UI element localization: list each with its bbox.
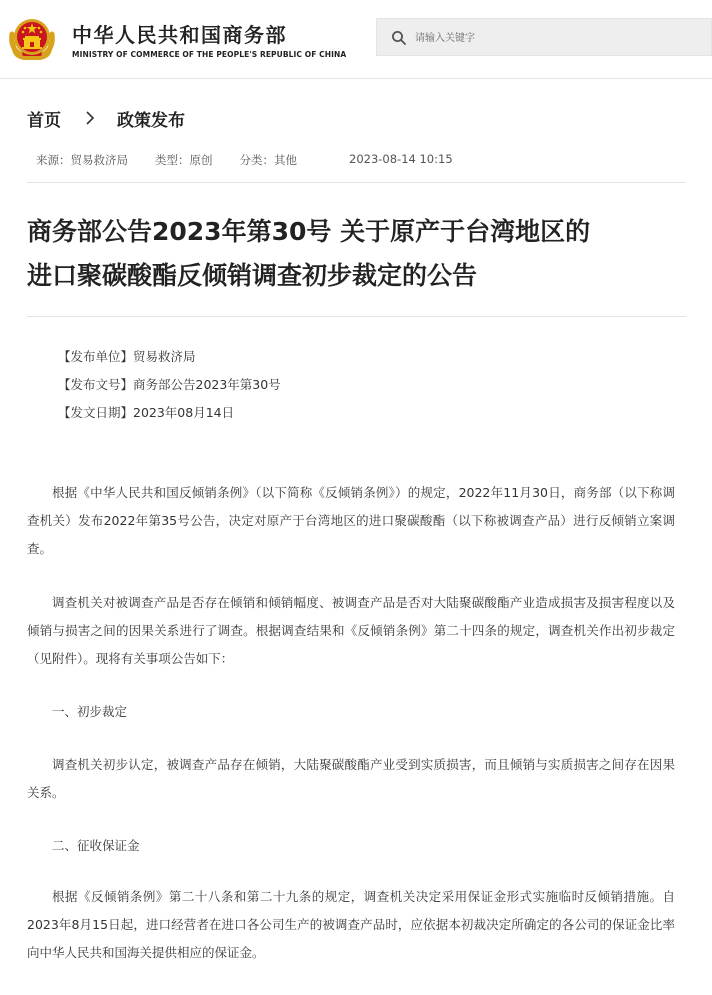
site-name-english[interactable]: MINISTRY OF COMMERCE OF THE PEOPLE'S REPUBLIC OF CHINA [72, 50, 347, 59]
header-divider [0, 78, 712, 79]
breadcrumb-home-link[interactable]: 首页 [27, 110, 61, 131]
national-emblem-icon[interactable] [6, 12, 58, 64]
paragraph-text: 调查机关对被调查产品是否存在倾销和倾销幅度、被调查产品是否对大陆聚碳酸酯产业造成损害及损害程度以及倾销与损害之间的因果关系进行了调查。根据调查结果和《反倾销条例》第二十四条的规定，调查机关作出初步裁定（见附件）。现将有关事项公告如下： [27, 595, 675, 666]
search-input[interactable] [415, 27, 695, 49]
meta-type: 类型：原创 [155, 153, 213, 167]
meta-divider [27, 182, 686, 183]
article-paragraph [27, 479, 675, 563]
paragraph-text: 根据《反倾销条例》第二十八条和第二十九条的规定，调查机关决定采用保证金形式实施临时反倾销措施。自2023年8月15日起，进口经营者在进口各公司生产的被调查产品时，应依据本初裁决定所确定的各公司的保证金比率向中华人民共和国海关提供相应的保证金。 [27, 889, 675, 960]
section-heading [27, 832, 675, 860]
site-name-chinese[interactable]: 中华人民共和国商务部 [72, 23, 287, 47]
section-heading-text: 一、初步裁定 [52, 704, 128, 719]
info-document-number: 【发布文号】商务部公告2023年第30号 [58, 377, 281, 392]
paragraph-text: 根据《中华人民共和国反倾销条例》（以下简称《反倾销条例》）的规定，2022年11月30日，商务部（以下称调查机关）发布2022年第35号公告，决定对原产于台湾地区的进口聚碳酸酯（以下称被调查产品）进行反倾销立案调查。 [27, 485, 675, 556]
article-title-line1: 商务部公告2023年第30号 关于原产于台湾地区的 [27, 217, 591, 246]
article-paragraph [27, 589, 675, 673]
meta-source: 来源：贸易救济局 [36, 153, 128, 167]
section-heading [27, 698, 675, 726]
search-bar [376, 18, 712, 56]
breadcrumb-current-link[interactable]: 政策发布 [117, 110, 185, 131]
article-info [58, 343, 281, 427]
site-header [0, 0, 712, 78]
article-paragraph [27, 751, 675, 807]
article-title [27, 210, 687, 298]
section-heading-text: 二、征收保证金 [52, 838, 140, 853]
article-title-line2: 进口聚碳酸酯反倾销调查初步裁定的公告 [27, 261, 478, 290]
search-icon[interactable] [391, 30, 407, 46]
breadcrumb [27, 105, 185, 131]
meta-category: 分类：其他 [239, 153, 297, 167]
article-meta [36, 152, 453, 168]
meta-datetime: 2023-08-14 10:15 [349, 152, 453, 166]
info-issue-date: 【发文日期】2023年08月14日 [58, 405, 235, 420]
chevron-right-icon [81, 109, 99, 127]
title-divider [27, 316, 686, 317]
info-issuer: 【发布单位】贸易救济局 [58, 349, 196, 364]
paragraph-text: 调查机关初步认定，被调查产品存在倾销，大陆聚碳酸酯产业受到实质损害，而且倾销与实质损害之间存在因果关系。 [27, 757, 675, 800]
article-paragraph [27, 883, 675, 967]
